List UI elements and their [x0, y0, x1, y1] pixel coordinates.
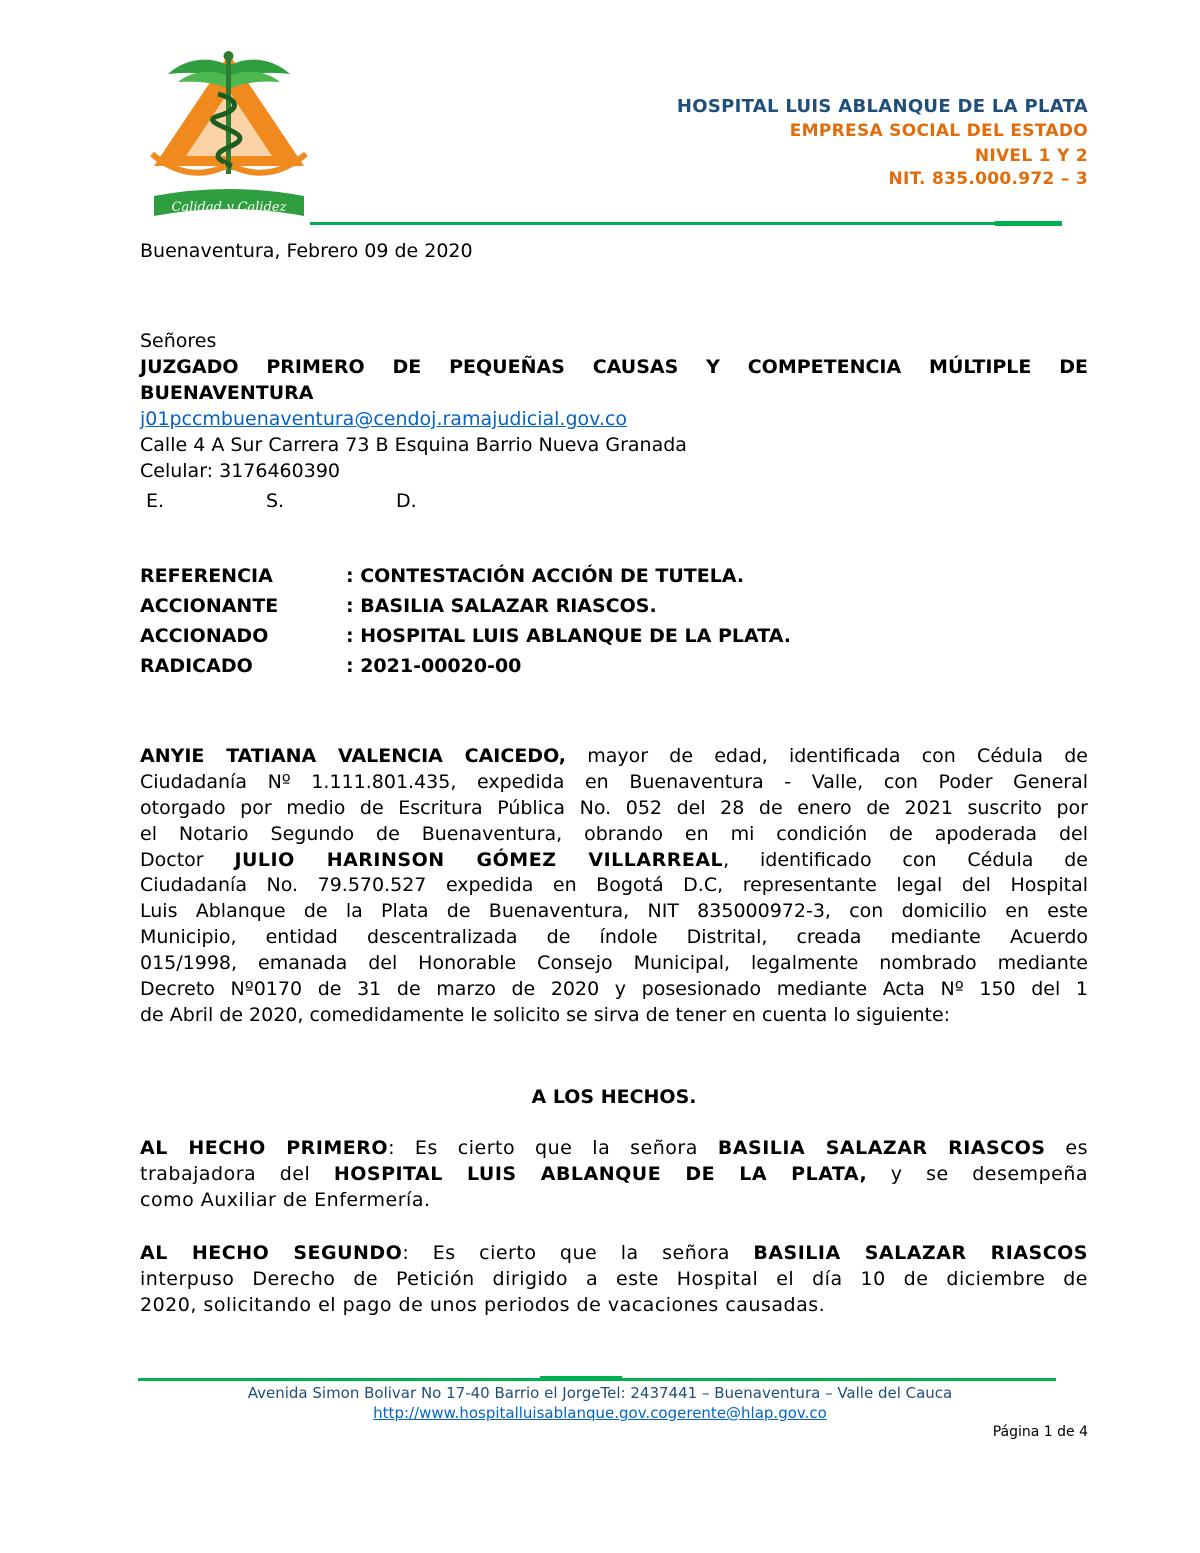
hospital-name: HOSPITAL LUIS ABLANQUE DE LA PLATA,: [333, 1162, 868, 1185]
org-nit: NIT. 835.000.972 – 3: [888, 169, 1088, 189]
intro-paragraph: [140, 744, 1088, 1029]
intro-text: de Abril de 2020, comedidamente le solicito se sirva de tener en cuenta lo siguiente:: [140, 1003, 951, 1026]
header-divider: [310, 222, 1062, 225]
reference-row: [140, 595, 657, 617]
fact-one-label: AL HECHO PRIMERO: [140, 1137, 389, 1159]
legal-rep-name: JULIO HARINSON GÓMEZ VILLARREAL: [234, 848, 724, 871]
fact-text: : Es cierto que la señora: [388, 1137, 718, 1159]
recipient-phone: Celular: 3176460390: [140, 460, 341, 482]
intro-text: Decreto Nº0170 de 31 de marzo de 2020 y posesionado mediante Acta Nº 150 del 1: [140, 978, 1088, 1001]
letter-date: Buenaventura, Febrero 09 de 2020: [140, 240, 473, 262]
fact-text: como Auxiliar de Enfermería.: [140, 1188, 431, 1211]
intro-text: , identificado con Cédula de: [723, 848, 1088, 871]
hospital-logo: [148, 46, 310, 226]
intro-text: Municipio, entidad descentralizada de índole Distrital, creada mediante Acuerdo: [140, 926, 1088, 949]
reference-key: RADICADO: [140, 655, 253, 677]
recipient-line-1: JUZGADO PRIMERO DE PEQUEÑAS CAUSAS Y COMPETENCIA MÚLTIPLE DE: [140, 356, 1088, 378]
footer-website-link[interactable]: http://www.hospitalluisablanque.gov.cogerente@hlap.gov.co: [373, 1404, 827, 1422]
org-type: EMPRESA SOCIAL DEL ESTADO: [789, 121, 1088, 141]
reference-value: : 2021-00020-00: [346, 655, 522, 677]
reference-key: ACCIONANTE: [140, 595, 279, 617]
fact-one-paragraph: [140, 1136, 1088, 1214]
esd-s: S.: [266, 490, 285, 512]
fact-text: : Es cierto que la señora: [402, 1242, 754, 1264]
intro-text: otorgado por medio de Escritura Pública No. 052 del 28 de enero de 2021 suscrito por: [140, 796, 1088, 819]
fact-two-paragraph: [140, 1241, 1088, 1319]
intro-text: Luis Ablanque de la Plata de Buenaventura, NIT 835000972-3, con domicilio en este: [140, 900, 1088, 923]
esd-e: E.: [146, 490, 165, 512]
claimant-name: BASILIA SALAZAR RIASCOS: [717, 1137, 1046, 1159]
esd-d: D.: [396, 490, 417, 512]
footer-divider-accent: [540, 1376, 622, 1380]
fact-text: interpuso Derecho de Petición dirigido a este Hospital el día 10 de diciembre de: [140, 1267, 1088, 1290]
recipient-line-2: BUENAVENTURA: [140, 382, 314, 404]
intro-text: Ciudadanía Nº 1.111.801.435, expedida en Buenaventura - Valle, con Poder General: [140, 770, 1088, 793]
recipient-address: Calle 4 A Sur Carrera 73 B Esquina Barrio Nueva Granada: [140, 434, 687, 456]
org-level: NIVEL 1 Y 2: [974, 146, 1088, 166]
header-divider-accent: [995, 221, 1062, 226]
fact-text: y se desempeña: [867, 1162, 1089, 1185]
svg-text:Calidad y Calidez: Calidad y Calidez: [171, 200, 287, 215]
salutation: Señores: [140, 330, 217, 352]
fact-two-label: AL HECHO SEGUNDO: [140, 1242, 403, 1264]
intro-text: mayor de edad, identificada con Cédula de: [566, 745, 1088, 767]
reference-row: [140, 625, 791, 647]
reference-key: REFERENCIA: [140, 565, 273, 587]
reference-row: [140, 565, 744, 587]
reference-value: : CONTESTACIÓN ACCIÓN DE TUTELA.: [346, 565, 745, 587]
footer-links: [0, 1404, 1200, 1422]
fact-text: 2020, solicitando el pago de unos periodos de vacaciones causadas.: [140, 1293, 826, 1316]
intro-text: 015/1998, emanada del Honorable Consejo Municipal, legalmente nombrado mediante: [140, 952, 1088, 975]
reference-key: ACCIONADO: [140, 625, 269, 647]
intro-text: Ciudadanía No. 79.570.527 expedida en Bogotá D.C, representante legal del Hospital: [140, 874, 1088, 897]
reference-value: : HOSPITAL LUIS ABLANQUE DE LA PLATA.: [346, 625, 791, 647]
intro-text: el Notario Segundo de Buenaventura, obrando en mi condición de apoderada del: [140, 822, 1088, 845]
footer-address: Avenida Simon Bolivar No 17-40 Barrio el JorgeTel: 2437441 – Buenaventura – Valle del Cauca: [247, 1384, 953, 1402]
attorney-name: ANYIE TATIANA VALENCIA CAICEDO,: [140, 745, 567, 767]
reference-value: : BASILIA SALAZAR RIASCOS.: [346, 595, 657, 617]
intro-text: Doctor: [140, 848, 235, 871]
org-name: HOSPITAL LUIS ABLANQUE DE LA PLATA: [676, 96, 1088, 117]
fact-text: es: [1045, 1137, 1088, 1159]
claimant-name: BASILIA SALAZAR RIASCOS: [753, 1242, 1088, 1264]
reference-row: [140, 655, 521, 677]
section-title: A LOS HECHOS.: [531, 1086, 697, 1108]
page-number: Página 1 de 4: [992, 1424, 1088, 1440]
recipient-email-link[interactable]: j01pccmbuenaventura@cendoj.ramajudicial.gov.co: [140, 408, 628, 430]
fact-text: trabajadora del: [140, 1162, 334, 1185]
